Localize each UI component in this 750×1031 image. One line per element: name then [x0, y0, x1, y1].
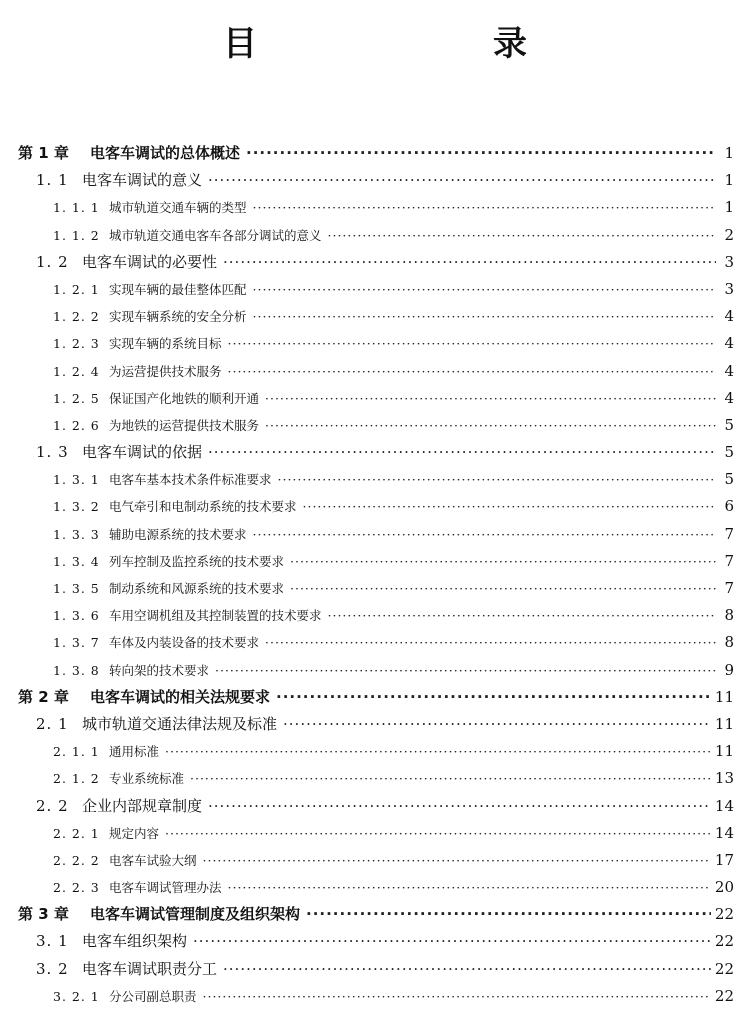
toc-subsection-entry[interactable]	[0, 847, 750, 874]
dot-leader	[278, 466, 716, 493]
dot-leader	[253, 194, 716, 221]
entry-title: 电客车调试的依据	[82, 443, 203, 462]
entry-page-number: 5	[724, 470, 734, 489]
entry-title: 电客车调试的总体概述	[90, 144, 241, 162]
toc-subsection-entry[interactable]	[0, 820, 750, 847]
entry-number: 1. 1. 2	[53, 227, 100, 243]
entry-page-number: 8	[724, 633, 734, 652]
entry-title: 城市轨道交通电客车各部分调试的意义	[109, 227, 322, 243]
entry-number: 1. 1	[36, 171, 69, 190]
dot-leader	[265, 629, 716, 656]
entry-number: 1. 2. 2	[53, 309, 100, 325]
entry-page-number: 9	[724, 660, 734, 679]
entry-page-number: 22	[714, 959, 734, 978]
dot-leader	[203, 983, 711, 1010]
toc-section-entry[interactable]	[0, 167, 750, 194]
toc-subsection-entry[interactable]	[0, 548, 750, 575]
entry-title: 电客车组织架构	[82, 932, 188, 951]
toc-subsection-entry[interactable]	[0, 629, 750, 656]
dot-leader	[253, 303, 716, 330]
entry-page-number: 7	[724, 579, 734, 597]
entry-page-number: 5	[724, 443, 734, 462]
entry-title: 制动系统和风源系统的技术要求	[109, 581, 285, 596]
dot-leader	[328, 222, 716, 249]
entry-title: 电气牵引和电制动系统的技术要求	[109, 499, 297, 515]
toc-section-entry[interactable]	[0, 711, 750, 738]
entry-number: 1. 3. 3	[53, 526, 100, 542]
page-title: 目 录	[223, 24, 583, 64]
entry-number: 2. 2	[36, 796, 69, 815]
dot-leader	[223, 956, 711, 983]
toc-subsection-entry[interactable]	[0, 412, 750, 439]
toc-subsection-entry[interactable]	[0, 738, 750, 765]
entry-page-number: 4	[724, 334, 734, 353]
entry-title: 城市轨道交通法律法规及标准	[82, 714, 278, 733]
toc-subsection-entry[interactable]	[0, 330, 750, 357]
toc-subsection-entry[interactable]	[0, 602, 750, 629]
entry-page-number: 11	[714, 714, 734, 733]
entry-title: 企业内部规章制度	[82, 796, 203, 815]
entry-page-number: 14	[714, 823, 734, 842]
entry-number: 1. 3. 7	[53, 635, 100, 651]
entry-title: 电客车调试职责分工	[82, 959, 218, 978]
entry-number: 1. 3. 1	[53, 472, 100, 488]
entry-page-number: 4	[724, 388, 734, 407]
entry-page-number: 3	[724, 279, 734, 298]
entry-title: 电客车调试管理制度及组织架构	[90, 905, 301, 924]
entry-number: 3. 1	[36, 932, 69, 951]
entry-number: 1. 2. 5	[53, 390, 100, 406]
entry-page-number: 4	[724, 361, 734, 380]
toc-chapter-entry[interactable]	[0, 901, 750, 928]
toc-subsection-entry[interactable]	[0, 358, 750, 385]
toc-subsection-entry[interactable]	[0, 657, 750, 684]
entry-page-number: 7	[724, 551, 734, 570]
dot-leader	[190, 765, 711, 792]
entry-title: 电客车调试的必要性	[82, 252, 218, 271]
entry-number: 1. 2. 3	[53, 336, 100, 352]
entry-number: 1. 2	[36, 252, 69, 271]
entry-title: 列车控制及监控系统的技术要求	[109, 553, 285, 569]
entry-number: 1. 2. 4	[53, 363, 100, 379]
entry-page-number: 11	[714, 742, 734, 761]
entry-page-number: 20	[714, 878, 734, 897]
entry-number: 1. 3. 2	[53, 499, 100, 515]
entry-number: 1. 3	[36, 443, 69, 462]
entry-page-number: 3	[724, 252, 734, 271]
entry-page-number: 22	[714, 905, 734, 924]
dot-leader	[208, 439, 716, 466]
toc-section-entry[interactable]	[0, 956, 750, 983]
entry-number: 第 2 章	[18, 687, 69, 706]
entry-number: 2. 2. 1	[53, 825, 100, 841]
dot-leader	[265, 385, 716, 412]
dot-leader	[165, 820, 711, 847]
dot-leader	[253, 276, 716, 303]
entry-title: 电客车基本技术条件标准要求	[109, 472, 272, 488]
toc-subsection-entry[interactable]	[0, 983, 750, 1010]
toc-subsection-entry[interactable]	[0, 385, 750, 412]
dot-leader	[283, 711, 711, 738]
entry-title: 城市轨道交通车辆的类型	[109, 200, 247, 216]
entry-title: 电客车试验大纲	[109, 852, 197, 868]
entry-number: 2. 2. 3	[53, 880, 100, 896]
dot-leader	[228, 358, 716, 385]
toc-subsection-entry[interactable]	[0, 493, 750, 520]
entry-number: 1. 3. 8	[53, 662, 100, 678]
entry-number: 2. 1	[36, 714, 69, 733]
entry-number: 1. 1. 1	[53, 200, 100, 216]
toc-chapter-entry[interactable]	[0, 684, 750, 711]
entry-page-number: 7	[724, 524, 734, 543]
entry-number: 1. 2. 1	[53, 281, 100, 297]
toc-subsection-entry[interactable]	[0, 276, 750, 303]
dot-leader	[265, 412, 716, 439]
toc-list	[0, 140, 750, 1010]
entry-title: 电客车调试的意义	[82, 171, 203, 190]
dot-leader	[223, 249, 716, 276]
entry-number: 1. 3. 4	[53, 553, 100, 569]
entry-number: 1. 2. 6	[53, 417, 100, 433]
dot-leader	[246, 140, 716, 167]
entry-number: 2. 1. 1	[53, 744, 100, 760]
entry-page-number: 22	[714, 932, 734, 951]
entry-page-number: 22	[714, 986, 734, 1005]
entry-page-number: 1	[724, 171, 734, 190]
entry-page-number: 4	[724, 307, 734, 326]
entry-page-number: 6	[724, 497, 734, 516]
entry-page-number: 11	[714, 687, 734, 706]
entry-page-number: 13	[714, 769, 734, 788]
entry-page-number: 2	[724, 225, 734, 244]
entry-number: 3. 2	[36, 959, 69, 978]
toc-section-entry[interactable]	[0, 249, 750, 276]
dot-leader	[228, 330, 716, 357]
entry-title: 辅助电源系统的技术要求	[109, 526, 247, 542]
entry-page-number: 14	[714, 796, 734, 815]
entry-number: 2. 1. 2	[53, 771, 100, 787]
toc-subsection-entry[interactable]	[0, 765, 750, 792]
dot-leader	[208, 793, 711, 820]
dot-leader	[306, 901, 711, 928]
entry-number: 1. 3. 5	[53, 581, 100, 596]
toc-chapter-entry[interactable]	[0, 140, 750, 167]
entry-number: 3. 2. 1	[53, 988, 100, 1004]
dot-leader	[203, 847, 711, 874]
entry-title: 实现车辆系统的安全分析	[109, 309, 247, 325]
toc-section-entry[interactable]	[0, 439, 750, 466]
entry-title: 专业系统标准	[109, 771, 185, 787]
toc-subsection-entry[interactable]	[0, 575, 750, 602]
entry-page-number: 1	[724, 198, 734, 217]
toc-section-entry[interactable]	[0, 928, 750, 955]
dot-leader	[253, 521, 716, 548]
dot-leader	[328, 602, 716, 629]
dot-leader	[165, 738, 711, 765]
entry-page-number: 1	[724, 144, 734, 162]
entry-title: 保证国产化地铁的顺利开通	[109, 390, 260, 406]
entry-number: 第 1 章	[18, 144, 69, 162]
entry-title: 为地铁的运营提供技术服务	[109, 417, 260, 433]
entry-title: 实现车辆的系统目标	[109, 336, 222, 352]
toc-section-entry[interactable]	[0, 793, 750, 820]
entry-title: 为运营提供技术服务	[109, 363, 222, 379]
entry-number: 1. 3. 6	[53, 608, 100, 624]
toc-subsection-entry[interactable]	[0, 874, 750, 901]
entry-title: 电客车调试的相关法规要求	[90, 687, 271, 706]
toc-subsection-entry[interactable]	[0, 222, 750, 249]
toc-subsection-entry[interactable]	[0, 194, 750, 221]
toc-subsection-entry[interactable]	[0, 466, 750, 493]
dot-leader	[290, 575, 716, 602]
dot-leader	[208, 167, 716, 194]
toc-subsection-entry[interactable]	[0, 303, 750, 330]
entry-title: 电客车调试管理办法	[109, 880, 222, 896]
entry-title: 车用空调机组及其控制装置的技术要求	[109, 608, 322, 624]
entry-page-number: 5	[724, 415, 734, 434]
dot-leader	[303, 493, 716, 520]
entry-title: 规定内容	[109, 825, 160, 841]
entry-title: 实现车辆的最佳整体匹配	[109, 281, 247, 297]
entry-number: 第 3 章	[18, 905, 69, 924]
entry-page-number: 17	[714, 850, 734, 869]
dot-leader	[290, 548, 716, 575]
entry-title: 车体及内装设备的技术要求	[109, 635, 260, 651]
dot-leader	[228, 874, 711, 901]
toc-subsection-entry[interactable]	[0, 521, 750, 548]
entry-page-number: 8	[724, 606, 734, 625]
entry-title: 分公司副总职责	[109, 988, 197, 1004]
entry-title: 通用标准	[109, 744, 160, 760]
dot-leader	[276, 684, 711, 711]
dot-leader	[193, 928, 711, 955]
entry-title: 转向架的技术要求	[109, 662, 210, 678]
entry-number: 2. 2. 2	[53, 852, 100, 868]
dot-leader	[215, 657, 716, 684]
